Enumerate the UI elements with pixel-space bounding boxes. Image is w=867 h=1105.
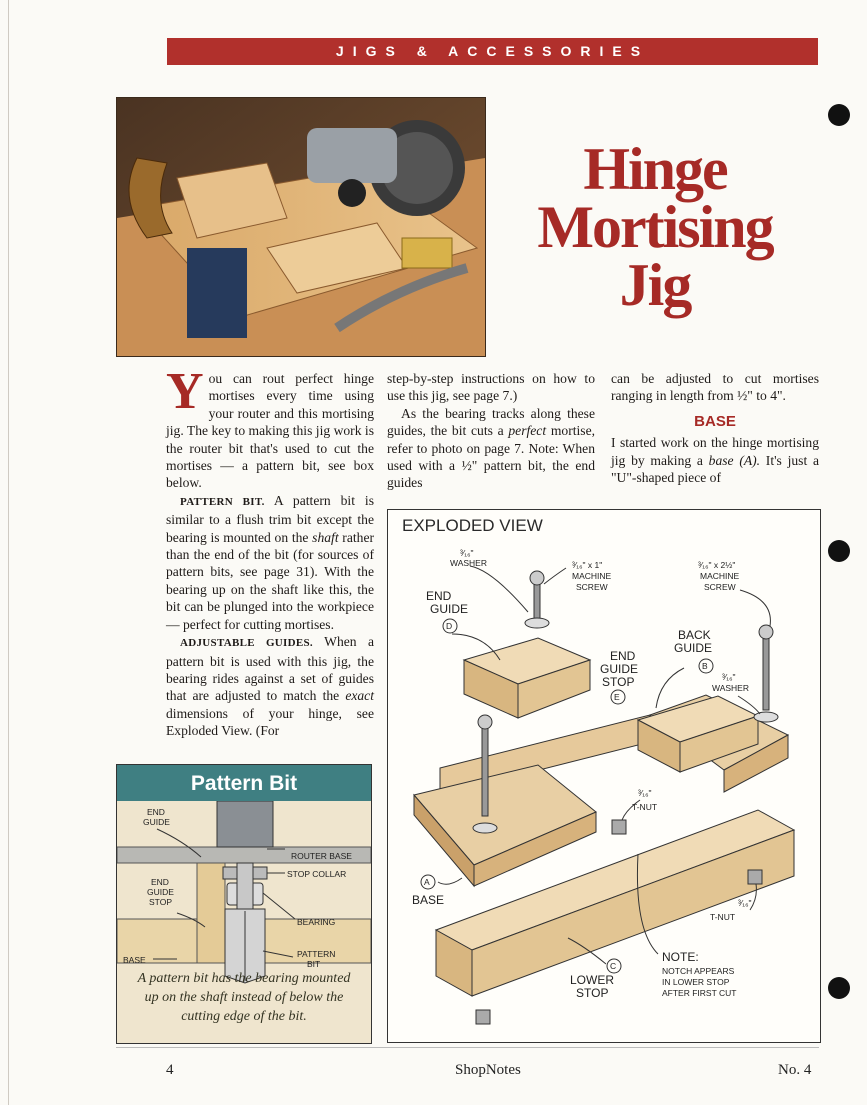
ev-machine-screw-2a: MACHINE: [700, 571, 740, 581]
ev-tnut-1-size: ³⁄₁₆": [638, 788, 652, 798]
ev-machine-screw-1a: MACHINE: [572, 571, 612, 581]
pb-label-end-guide-1: END: [147, 807, 165, 817]
column-2-text-b: mortise, refer to photo on page 7. Note: When used with a ½" pattern bit, the end guides: [387, 423, 595, 491]
column-2-paragraph-2: [387, 405, 595, 492]
ev-tnut-1: T-NUT: [632, 802, 658, 812]
adjustable-guides-text-b: dimensions of your hinge, see Exploded View. (For: [166, 705, 374, 739]
drop-cap: Y: [166, 363, 204, 420]
column-3-emphasis: base (A).: [708, 452, 761, 468]
column-2-emphasis: perfect: [508, 423, 547, 439]
column-2-text-a: As the bearing tracks along these guides, the bit cuts a: [387, 405, 595, 439]
pb-label-router-base: ROUTER BASE: [291, 851, 352, 861]
column-2-paragraph-1: step-by-step instructions on how to use this jig, see page 7.): [387, 371, 595, 404]
ev-machine-screw-1b: SCREW: [576, 582, 608, 592]
ev-base: BASE: [412, 893, 445, 907]
adjustable-guides-paragraph: [166, 633, 374, 739]
ev-lower-stop-letter: C: [610, 961, 617, 971]
pb-label-pattern-bit-2: BIT: [307, 959, 321, 969]
ev-washer-2: WASHER: [712, 683, 749, 693]
pattern-bit-text-b: rather than the end of the bit (for sources of pattern bits, see page 31). With the bearing up on the shaft like this, the bit can be plunged into the workpiece — perfect for cutting mortises.: [166, 529, 374, 632]
ev-machine-screw-2b: SCREW: [704, 582, 736, 592]
footer-rule: [116, 1047, 819, 1048]
pb-label-end-guide-stop-3: STOP: [149, 897, 172, 907]
ev-washer-2-size: ³⁄₁₆": [722, 672, 736, 682]
ev-end-guide-stop-letter: E: [614, 692, 620, 702]
ev-machine-screw-1-size: ³⁄₁₆" x 1": [572, 560, 603, 570]
pb-label-end-guide-2: GUIDE: [143, 817, 170, 827]
pattern-bit-title: Pattern Bit: [117, 765, 371, 801]
ev-back-guide-2: GUIDE: [674, 641, 713, 655]
section-banner: JIGS & ACCESSORIES: [167, 38, 818, 65]
pb-label-stop-collar: STOP COLLAR: [287, 869, 347, 879]
adjustable-guides-text-a: When a pattern bit is used with this jig, the bearing rides against a set of guides that are adjusted to match the: [166, 634, 374, 704]
ev-back-guide-letter: B: [702, 661, 708, 671]
article-title: [480, 136, 830, 318]
pb-label-end-guide-stop-2: GUIDE: [147, 887, 174, 897]
ev-note-3: IN LOWER STOP: [662, 977, 730, 987]
column-3-paragraph-2: [611, 434, 819, 486]
pattern-bit-paragraph: [166, 492, 374, 633]
ev-end-guide-2: GUIDE: [430, 602, 469, 616]
column-3-paragraph-1: can be adjusted to cut mortises ranging in length from ½" to 4".: [611, 371, 819, 404]
ev-end-guide-letter: D: [446, 621, 453, 631]
binder-hole-middle: [828, 540, 850, 562]
pb-label-bearing: BEARING: [297, 917, 336, 927]
issue-number: No. 4: [778, 1062, 812, 1078]
page-edge: [8, 0, 9, 1105]
base-heading: BASE: [694, 412, 736, 430]
title-line-2: Mortising: [537, 194, 773, 260]
pattern-bit-callout: [116, 764, 372, 1044]
ev-tnut-2: T-NUT: [710, 912, 736, 922]
intro-paragraph: [166, 363, 374, 492]
ev-machine-screw-2-size: ³⁄₁₆" x 2½": [698, 560, 736, 570]
adjustable-guides-emphasis: exact: [345, 688, 374, 704]
ev-lower-stop-2: STOP: [576, 986, 609, 1000]
ev-lower-stop-1: LOWER: [570, 973, 615, 987]
binder-hole-bottom: [828, 977, 850, 999]
ev-note-4: AFTER FIRST CUT: [662, 988, 737, 998]
pb-label-pattern-bit-1: PATTERN: [297, 949, 336, 959]
exploded-view-diagram: [388, 510, 820, 1042]
title-line-3: Jig: [619, 252, 691, 318]
ev-back-guide-1: BACK: [678, 628, 711, 642]
ev-note-2: NOTCH APPEARS: [662, 966, 735, 976]
binder-hole-top: [828, 104, 850, 126]
pattern-bit-emphasis: shaft: [312, 529, 339, 545]
jig-photo-illustration: [117, 98, 485, 356]
article-column-1: [166, 363, 374, 740]
exploded-view-title: EXPLODED VIEW: [402, 516, 543, 535]
pattern-bit-caption: A pattern bit has the bearing mounted up on the shaft instead of below the cutting edge of the bit.: [137, 971, 351, 1024]
magazine-name: ShopNotes: [455, 1062, 521, 1078]
ev-end-guide-1: END: [426, 589, 452, 603]
jig-photo: [116, 97, 486, 357]
adjustable-guides-runin: ADJUSTABLE GUIDES.: [180, 637, 313, 650]
ev-base-letter: A: [424, 877, 430, 887]
article-column-2: [387, 370, 595, 492]
ev-washer-size: ³⁄₁₆": [460, 548, 474, 558]
column-3-text-a: I started work on the hinge mortising jig by making a: [611, 435, 819, 468]
ev-end-guide-stop-1: END: [610, 649, 636, 663]
exploded-view-box: [387, 509, 821, 1043]
ev-end-guide-stop-2: GUIDE: [600, 662, 639, 676]
ev-tnut-2-size: ³⁄₁₆": [738, 898, 752, 908]
ev-washer: WASHER: [450, 558, 487, 568]
page-number: 4: [166, 1062, 174, 1078]
pb-label-base: BASE: [123, 955, 146, 965]
column-3-text-b: It's just a "U"-shaped piece of: [611, 452, 819, 486]
ev-end-guide-stop-3: STOP: [602, 675, 635, 689]
pattern-bit-runin: PATTERN BIT.: [180, 495, 265, 508]
pb-label-end-guide-stop-1: END: [151, 877, 169, 887]
pattern-bit-text-a: A pattern bit is similar to a flush trim bit except the bearing is mounted on the: [166, 492, 374, 545]
ev-note-1: NOTE:: [662, 950, 699, 964]
article-column-3: [611, 370, 819, 486]
title-line-1: Hinge: [583, 136, 727, 202]
intro-text: ou can rout perfect hinge mortises every time using your router and this mortising jig. The key to making this jig work is the router bit that's used to cut the mortises — a pattern bit, see box below.: [166, 371, 374, 491]
